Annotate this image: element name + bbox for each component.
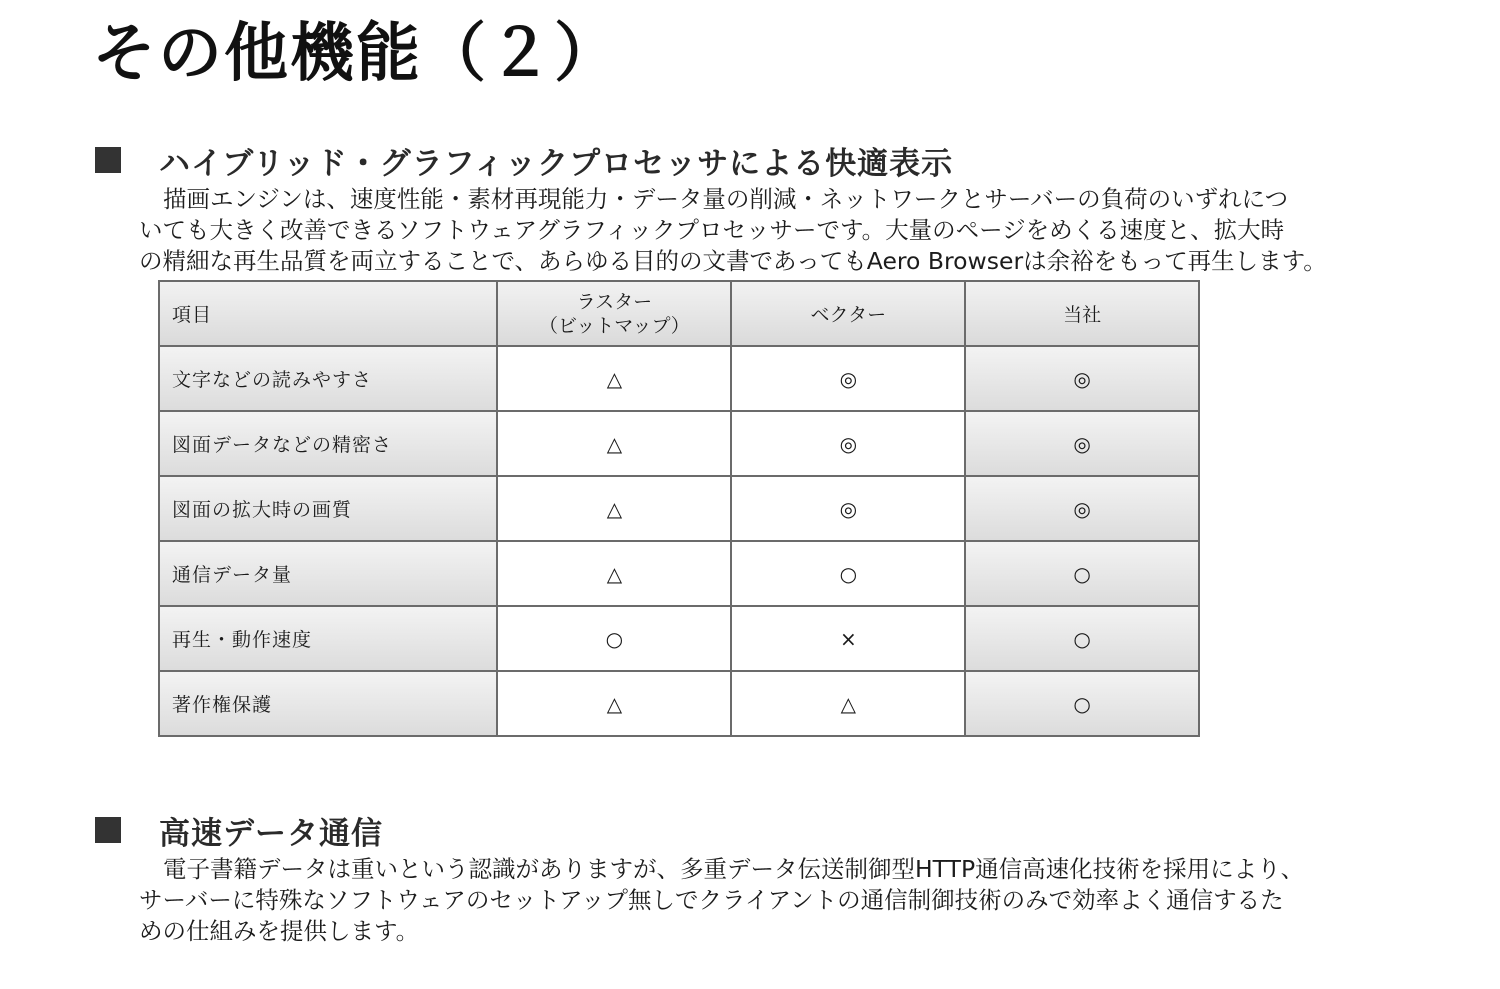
vector-rating: ◎ [731, 411, 965, 476]
vector-rating: ◎ [731, 346, 965, 411]
own-rating: ○ [965, 541, 1199, 606]
row-item-label: 再生・動作速度 [159, 606, 497, 671]
raster-rating: △ [497, 411, 731, 476]
vector-rating: × [731, 606, 965, 671]
square-bullet-icon [95, 147, 121, 173]
header-vector: ベクター [731, 281, 965, 346]
own-rating: ◎ [965, 346, 1199, 411]
own-rating: ◎ [965, 411, 1199, 476]
section-body [139, 184, 1389, 277]
table-row [159, 606, 1199, 671]
row-item-label: 図面の拡大時の画質 [159, 476, 497, 541]
section-heading [95, 810, 1395, 850]
body-line: めの仕組みを提供します。 [139, 917, 420, 945]
raster-rating: ○ [497, 606, 731, 671]
own-rating: ○ [965, 671, 1199, 736]
table-row [159, 346, 1199, 411]
table-row [159, 476, 1199, 541]
table-header-row [159, 281, 1199, 346]
vector-rating: △ [731, 671, 965, 736]
row-item-label: 通信データ量 [159, 541, 497, 606]
raster-rating: △ [497, 346, 731, 411]
section-heading-text: ハイブリッド・グラフィックプロセッサによる快適表示 [159, 145, 954, 182]
body-line: サーバーに特殊なソフトウェアのセットアップ無しでクライアントの通信制御技術のみで効率よく通信するた [139, 886, 1284, 914]
header-item: 項目 [159, 281, 497, 346]
header-raster-line2: （ビットマップ） [539, 314, 690, 337]
square-bullet-icon [95, 817, 121, 843]
section-hybrid-graphics [95, 140, 1395, 277]
raster-rating: △ [497, 671, 731, 736]
vector-rating: ○ [731, 541, 965, 606]
body-line: 電子書籍データは重いという認識がありますが、多重データ伝送制御型HTTP通信高速化技術を採用により、 [163, 855, 1305, 883]
body-line: いても大きく改善できるソフトウェアグラフィックプロセッサーです。大量のページをめくる速度と、拡大時 [139, 216, 1285, 244]
section-high-speed-data [95, 810, 1395, 947]
raster-rating: △ [497, 541, 731, 606]
header-own: 当社 [965, 281, 1199, 346]
section-heading [95, 140, 1395, 180]
header-raster [497, 281, 731, 346]
table-row [159, 541, 1199, 606]
body-line: の精細な再生品質を両立することで、あらゆる目的の文書であってもAero Browserは余裕をもって再生します。 [139, 247, 1327, 275]
section-heading-text: 高速データ通信 [159, 815, 383, 852]
row-item-label: 図面データなどの精密さ [159, 411, 497, 476]
section-body [139, 854, 1389, 947]
table-row [159, 411, 1199, 476]
row-item-label: 著作権保護 [159, 671, 497, 736]
row-item-label: 文字などの読みやすさ [159, 346, 497, 411]
table-row [159, 671, 1199, 736]
vector-rating: ◎ [731, 476, 965, 541]
own-rating: ◎ [965, 476, 1199, 541]
comparison-table [158, 280, 1200, 737]
page-title: その他機能（２） [92, 17, 620, 91]
own-rating: ○ [965, 606, 1199, 671]
raster-rating: △ [497, 476, 731, 541]
body-line: 描画エンジンは、速度性能・素材再現能力・データ量の削減・ネットワークとサーバーの負荷のいずれにつ [163, 185, 1289, 213]
header-raster-line1: ラスター [576, 290, 653, 313]
